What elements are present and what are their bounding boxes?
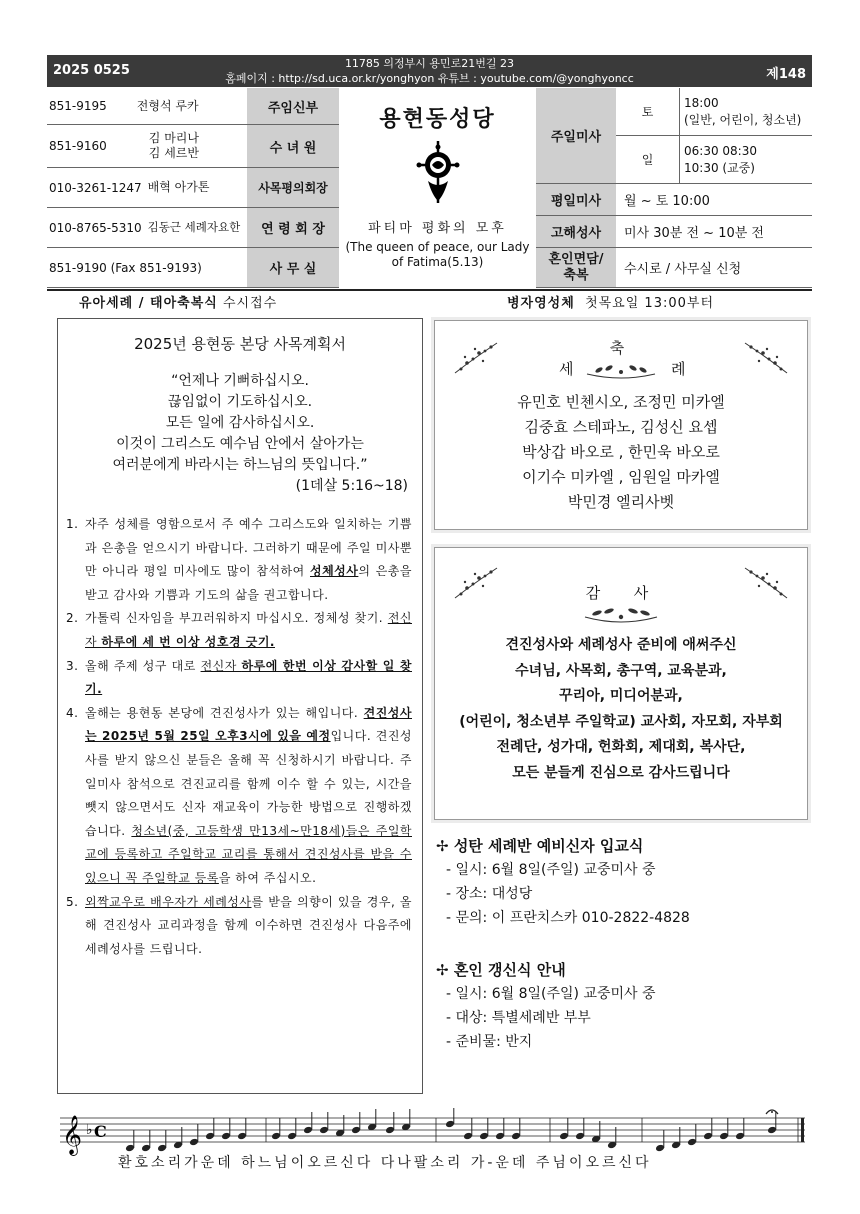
- treble-clef-icon: 𝄞: [62, 1115, 83, 1155]
- sunday-times: [679, 136, 812, 184]
- leaf-divider-icon: [581, 605, 661, 627]
- notice-line: - 장소: 대성당: [446, 886, 533, 902]
- notice-line: - 준비물: 반지: [446, 1034, 533, 1050]
- plan-title: 2025년 용현동 본당 사목계획서: [134, 335, 346, 353]
- quote-line: 끊임없이 기도하십시오.: [167, 394, 313, 410]
- baptism-title-left: 세: [559, 360, 574, 378]
- baptism-title-right: 례: [671, 360, 686, 378]
- header-address-block: [47, 56, 812, 86]
- plan-item-text: 외짝교우로 배우자가 세례성사: [85, 894, 252, 909]
- hymn-lyric: 환호소리가운데 하느님이오르신다 다나팔소리 가-운데 주님이오르신다: [118, 1155, 652, 1171]
- contact-role: 수 녀 원: [247, 125, 339, 168]
- quote-line: 이것이 그리스도 예수님 안에서 살아가는: [116, 436, 364, 452]
- contact-name: 배혁 아가톤: [147, 180, 210, 194]
- plan-item-text: 의 은총을 받고 감사와 기쁨과 기도의 삶을 권고합니다.: [85, 564, 412, 602]
- plan-item-number: 4.: [66, 705, 79, 720]
- baptism-names: [435, 390, 807, 515]
- cross-icon: ✢: [436, 837, 449, 855]
- plan-item-text: 견진성사는 2025년 5월 25일 오후3시에 있을 예정: [85, 705, 412, 744]
- contact-name: 전형석 루카: [136, 98, 199, 113]
- thanks-lines: [435, 633, 807, 786]
- notice-marriage-title: 혼인 갱신식 안내: [453, 961, 566, 979]
- plan-item-number: 5.: [66, 894, 79, 909]
- sick-communion-value: 첫목요일 13:00부터: [585, 296, 715, 311]
- thanks-line: 꾸리아, 미디어분과,: [559, 688, 683, 704]
- baptism-name-line: 유민호 빈첸시오, 조정민 미카엘: [517, 393, 725, 411]
- plan-item-number: 2.: [66, 611, 79, 626]
- info-table: [47, 88, 812, 288]
- plan-item-number: 3.: [66, 658, 79, 673]
- contact-role: 사목평의회장: [247, 168, 339, 208]
- baptism-name-line: 이기수 미카엘 , 임원일 마카엘: [522, 468, 720, 486]
- plan-quote: [58, 371, 422, 476]
- notice-line: - 대상: 특별세례반 부부: [446, 1010, 591, 1026]
- contact-phone: 010-8765-5310: [49, 220, 142, 235]
- thanks-title: 감 사: [585, 584, 657, 602]
- infant-baptism: [79, 292, 277, 311]
- notice-line: - 일시: 6월 8일(주일) 교중미사 중: [446, 862, 656, 878]
- church-homepage: 홈페이지 : http://sd.uca.or.kr/yonghyon 유튜브 : youtube.com/@yonghyoncc: [225, 72, 634, 85]
- sunday-mass-label: 주일미사: [536, 88, 616, 184]
- notice-marriage-lines: [436, 982, 656, 1054]
- sacrament-row: [47, 289, 812, 309]
- plan-item-text: 입니다. 견진성사를 받지 않으신 분들은 올해 꼭 신청하시기 바랍니다. 주일미사 참석으로 견진교리를 함께 이수 할 수 있는, 시간을 뺏지 않으면서도 신자 재교육이 가능한 방법으로 진행하겠습니다.: [85, 729, 413, 838]
- contact-row: [47, 168, 247, 208]
- plan-item-text: 가톨릭 신자임을 부끄러워하지 마십시오. 정체성 찾기.: [85, 611, 388, 626]
- contact-phone: 851-9195: [49, 99, 107, 113]
- plan-item: [66, 513, 412, 607]
- quote-line: 여러분에게 바라시는 하느님의 뜻입니다.”: [112, 457, 368, 473]
- leaf-divider-icon: [585, 360, 657, 380]
- plan-item-text: 를 받을 의향이 있을 경우, 올해 견진성사 교리과정을 함께 이수하면 견진성사 다음주에 세례성사를 드립니다.: [85, 894, 413, 956]
- contact-row: [47, 125, 247, 168]
- contact-phone: 851-9160: [49, 139, 107, 153]
- thanks-line: 전례단, 성가대, 헌화회, 제대회, 복사단,: [496, 739, 746, 755]
- notice-catechumen-lines: [436, 858, 690, 930]
- baptism-name-line: 박상갑 바오로 , 한민욱 바오로: [522, 443, 720, 461]
- plan-item-text: 자주 성체를 영함으로서 주 예수 그리스도와 일치하는 기쁨과 은총을 얻으시기 바랍니다. 그러하기 때문에 주일 미사뿐만 아니라 평일 미사에도 많이 참석하여: [85, 517, 412, 579]
- plan-item-text: 올해는 용현동 본당에 견진성사가 있는 해입니다.: [85, 705, 364, 720]
- notice-line: - 문의: 이 프란치스카 010-2822-4828: [446, 910, 690, 926]
- header-bar: [47, 55, 812, 87]
- plan-item-text: 전신자: [200, 658, 242, 673]
- notice-catechumen: [436, 834, 690, 930]
- thanks-line: 수녀님, 사목회, 총구역, 교육분과,: [515, 662, 727, 679]
- saturday-time: 18:00: [684, 95, 719, 110]
- marriage-value: 수시로 / 사무실 신청: [616, 248, 812, 288]
- baptism-title-top: 축: [609, 339, 633, 357]
- contact-role: 사 무 실: [247, 248, 339, 288]
- notice-catechumen-head: [436, 834, 690, 858]
- patron-korean: 파티마 평화의 모후: [368, 221, 507, 236]
- sunday-label: 일: [616, 136, 679, 184]
- thanks-box: [434, 547, 808, 820]
- thanks-line: 모든 분들게 진심으로 감사드립니다: [512, 764, 730, 781]
- weekday-mass-value: 월 ~ 토 10:00: [616, 184, 812, 216]
- bulletin-date: 2025 0525: [53, 63, 130, 78]
- quote-line: “언제나 기뻐하십시오.: [171, 373, 309, 389]
- notice-line: - 일시: 6월 8일(주일) 교중미사 중: [446, 986, 656, 1002]
- plan-item-text: 을 하여 주십시오.: [218, 870, 317, 885]
- plan-item-text: 하루에 세 번 이상 성호경 긋기.: [101, 634, 275, 649]
- notice-catechumen-title: 성탄 세례반 예비신자 입교식: [453, 837, 644, 855]
- contact-row: [47, 248, 247, 288]
- sunday-time-main: 10:30 (교중): [684, 160, 755, 175]
- sick-communion: [507, 292, 714, 311]
- plan-item: [66, 607, 412, 654]
- patron-english: (The queen of peace, our Lady of Fatima(5.13): [345, 240, 530, 269]
- plan-item: [66, 655, 412, 702]
- contact-phone: 851-9190 (Fax 851-9193): [49, 260, 202, 275]
- church-name: 용현동성당: [379, 107, 496, 132]
- notice-marriage-renewal: [436, 958, 656, 1054]
- infant-baptism-label: 유아세례 / 태아축복식: [79, 296, 218, 311]
- plan-list: [66, 513, 412, 961]
- plan-quote-ref: (1데살 5:16~18): [295, 478, 408, 494]
- saturday-label: 토: [616, 88, 679, 136]
- contact-role: 주임신부: [247, 88, 339, 125]
- contact-row: [47, 208, 247, 248]
- contact-role: 연 령 회 장: [247, 208, 339, 248]
- plan-item-text: 올해 주제 성구 대로: [85, 658, 201, 673]
- cross-icon: ✢: [436, 961, 449, 979]
- plan-item-text: 청소년(중, 고등학생 만13세~만18세)들은 주일학교에 등록하고 주일학교 교리를 통해서 견진성사를 받을 수 있으니 꼭 주일학교 등록: [85, 823, 412, 885]
- contact-row: [47, 88, 247, 125]
- plan-item-text: 하루에 한번 이상 감사할 일 찾기.: [85, 658, 412, 697]
- church-address: 11785 의정부시 용민로21번길 23: [344, 57, 515, 70]
- thanks-line: (어린이, 청소년부 주일학교) 교사회, 자모회, 자부회: [459, 713, 783, 730]
- plan-item: [66, 702, 412, 891]
- infant-baptism-value: 수시접수: [222, 296, 278, 311]
- issue-number: 제148: [766, 67, 806, 82]
- sick-communion-label: 병자영성체: [507, 296, 575, 311]
- saturday-times: [679, 88, 812, 136]
- flat-icon: ♭: [86, 1122, 93, 1138]
- church-emblem-icon: [410, 141, 466, 203]
- notice-marriage-head: [436, 958, 656, 982]
- plan-item: [66, 891, 412, 962]
- sunday-time-early: 06:30 08:30: [684, 143, 757, 158]
- plan-item-text: 전신자: [85, 611, 412, 649]
- confession-label: 고해성사: [536, 216, 616, 248]
- baptism-name-line: 박민경 엘리사벳: [567, 493, 675, 511]
- baptism-box: [434, 320, 808, 530]
- quote-line: 모든 일에 감사하십시오.: [165, 415, 315, 431]
- baptism-title-row: [435, 356, 807, 382]
- marriage-label: 혼인면담/ 축복: [536, 248, 616, 288]
- pastoral-plan-box: [57, 318, 423, 1094]
- common-time-icon: C: [94, 1122, 107, 1141]
- floral-ornament-icon: [453, 564, 501, 604]
- contact-name: 김동근 세례자요한: [147, 220, 241, 234]
- plan-item-text: 성체성사: [310, 564, 359, 579]
- church-identity: [339, 88, 536, 288]
- baptism-name-line: 김중효 스테파노, 김성신 요셉: [524, 418, 718, 436]
- plan-item-number: 1.: [66, 517, 79, 531]
- confession-value: 미사 30분 전 ~ 10분 전: [616, 216, 812, 248]
- contact-phone: 010-3261-1247: [49, 180, 142, 195]
- thanks-line: 견진성사와 세례성사 준비에 애써주신: [505, 637, 737, 653]
- saturday-note: (일반, 어린이, 청소년): [684, 112, 802, 127]
- weekday-mass-label: 평일미사: [536, 184, 616, 216]
- contact-name: 김 마리나 김 세르반: [148, 131, 199, 160]
- floral-ornament-icon: [741, 564, 789, 604]
